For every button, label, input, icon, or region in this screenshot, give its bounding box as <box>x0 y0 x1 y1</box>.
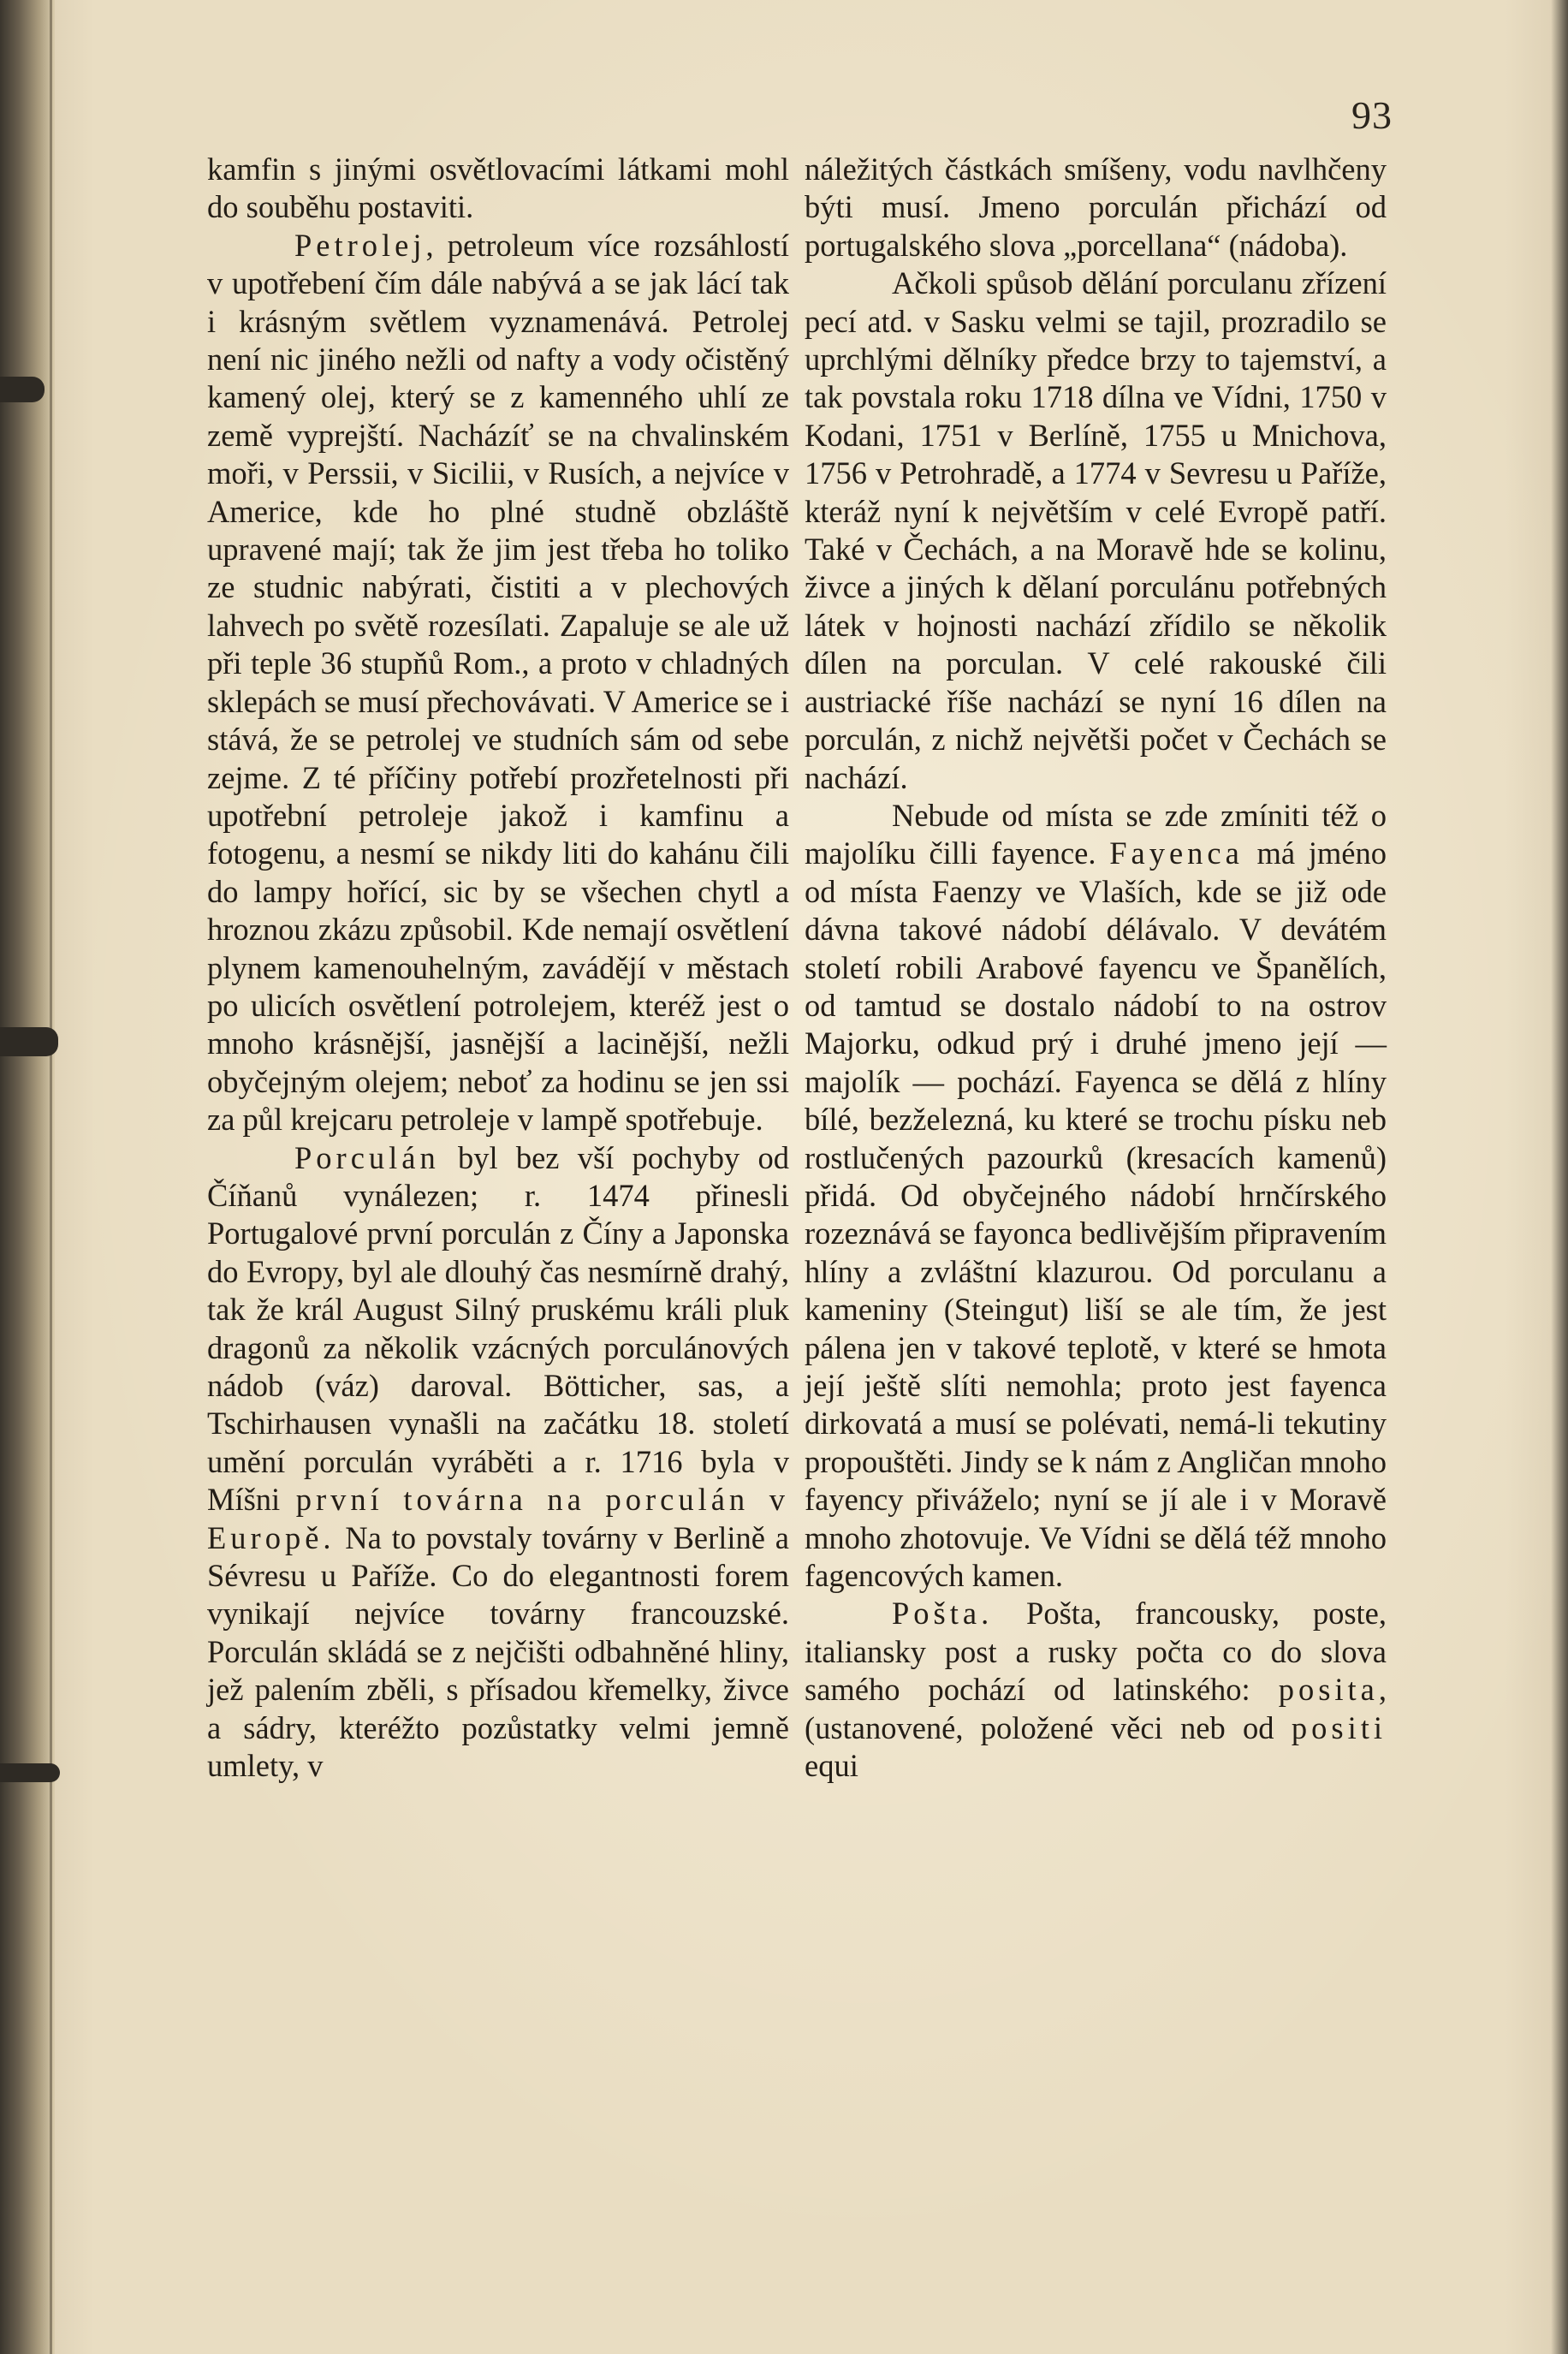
left-column <box>207 151 789 1785</box>
term-heading: Fayenca <box>1109 835 1244 871</box>
paragraph-text: má jméno od místa Faenzy ve Vlaších, kde se již ode dávna takové nádobí délávalo. V devátém století robili Arabové fayencu ve Španělích, od tamtud se dostalo nádobí to na ostrov Majorku, odkud prý i druhé jmeno její — majolík — pochází. Fayenca se dělá z hlíny bílé, bezželezná, ku které se trochu písku neb rostlučených pazourků (kresacích kamenů) přidá. Od obyčejného nádobí hrnčírského rozeznává se fayonca bedlivějším připravením hlíny a zvláštní klazurou. Od porculanu a kameniny (Steingut) liší se ale tím, že jest pálena jen v takové teplotě, v které se hmota její ještě slíti nemohla; proto jest fayenca dirkovatá a musí se polévati, nemá-li tekutiny propouštěti. Jindy se k nám z Angličan mnoho fayency přiváželo; nyní se jí ale i v Moravě mnoho zhotovuje. Ve Vídni se dělá též mnoho fagencových kamen. <box>805 835 1387 1594</box>
paragraph-petrolej <box>207 227 789 1139</box>
emphasized-text: první továrna na porculán v Europě. <box>207 1482 789 1555</box>
paragraph-text: Pošta, francousky, poste, italiansky post a rusky počta co do slova samého pochází od latinského: <box>805 1596 1387 1708</box>
paragraph-fayenca <box>805 797 1387 1596</box>
term-heading: Pošta. <box>892 1596 994 1632</box>
emphasized-text: positi <box>1291 1709 1387 1745</box>
paragraph-text: Nebude od místa se zde zmíniti též o majolíku čilli fayence. <box>805 797 1387 871</box>
binding-mark <box>0 377 45 402</box>
term-heading: Petrolej <box>294 227 426 263</box>
binding-mark <box>0 1027 58 1056</box>
paragraph-text: Na to povstaly továrny v Berlině a Sévresu u Paříže. Co do elegantnosti forem vynikají nejvíce továrny francouzské. Porculán skládá se z nejčišti odbahněné hliny, jež palením zběli, s přísadou křemelky, živce a sádry, kteréžto pozůstatky velmi jemně umlety, v <box>207 1519 789 1784</box>
paragraph-text: náležitých částkách smíšeny, vodu navlhčeny býti musí. Jmeno porculán přichází od portugalského slova „porcellana“ (nádoba). <box>805 152 1387 263</box>
paragraph <box>207 151 789 227</box>
paragraph-posta <box>805 1595 1387 1785</box>
paragraph <box>805 265 1387 797</box>
right-column <box>805 151 1387 1785</box>
paragraph-text: byl bez vší pochyby od Číňanů vynálezen; r. 1474 přinesli Portugalové první porculán z Číny a Japonska do Evropy, byl ale dlouhý čas nesmírně drahý, tak že král August Silný pruskému králi pluk dragonů za několik vzácných porculánových nádob (váz) daroval. Bötticher, sas, a Tschirhausen vynašli na začátku 18. století umění porculán vyráběti a r. 1716 byla v Míšni <box>207 1139 789 1518</box>
binding-mark <box>0 1763 60 1782</box>
paragraph-text: equi <box>805 1748 858 1784</box>
paragraph-text: , petroleum více rozsáhlostí v upotřebení čím dále nabývá a se jak lácí tak i krásným světlem vyznamenává. Petrolej není nic jiného nežli od nafty a vody očistěný kamený olej, který se z kamenného uhlí ze země vyprejští. Nacházíť se na chvalinském moři, v Perssii, v Sicilii, v Rusích, a nejvíce v Americe, kde ho plné studně obzláště upravené mají; tak že jim jest třeba ho toliko ze studnic nabýrati, čistiti a v plechových lahvech po světě rozesílati. Zapaluje se ale už při teple 36 stupňů Rom., a proto v chladných sklepách se musí přechovávati. V Americe se i stává, že se petrolej ve studních sám od sebe zejme. Z té příčiny potřebí prozřetelnosti při upotřební petroleje jakož i kamfinu a fotogenu, a nesmí se nikdy liti do kahánu čili do lampy hořící, sic by se všechen chytl a hroznou zkázu způsobil. Kde nemají osvětlení plynem kamenouhelným, zavádějí v městach po ulicích osvětlení potrolejem, kteréž jest o mnoho krásnější, jasnější a lacinější, nežli obyčejným olejem; neboť za hodinu se jen ssi za půl krejcaru petroleje v lampě spotřebuje. <box>207 227 789 1138</box>
paragraph-text: , (ustanovené, položené věci neb od <box>805 1672 1387 1745</box>
paragraph <box>805 151 1387 265</box>
emphasized-text: posita <box>1278 1672 1379 1708</box>
page-edge-shadow <box>1551 0 1568 2354</box>
spine-shadow-line <box>50 0 52 2354</box>
page-number: 93 <box>1351 93 1393 137</box>
paragraph-porculan <box>207 1139 789 1786</box>
paragraph-text: Ačkoli spůsob dělání porculanu zřízení pecí atd. v Sasku velmi se tajil, prozradilo se uprchlými dělníky předce brzy to tajemství, a tak povstala roku 1718 dílna ve Vídni, 1750 v Kodani, 1751 v Berlíně, 1755 u Mnichova, 1756 v Petrohradě, a 1774 v Sevresu u Paříže, kteráž nyní k největším v celé Evropě patří. Také v Čechách, a na Moravě hde se kolinu, živce a jiných k dělaní porculánu potřebných látek v hojnosti nachází zřídilo se několik dílen na porculan. V celé rakouské čili austriacké říše nachází se nyní 16 dílen na porculán, z nichž největši počet v Čechách se nachází. <box>805 265 1387 795</box>
book-spine <box>0 0 55 2354</box>
term-heading: Porculán <box>294 1139 440 1175</box>
paragraph-text: kamfin s jinými osvětlovacími látkami mohl do souběhu postaviti. <box>207 152 789 225</box>
